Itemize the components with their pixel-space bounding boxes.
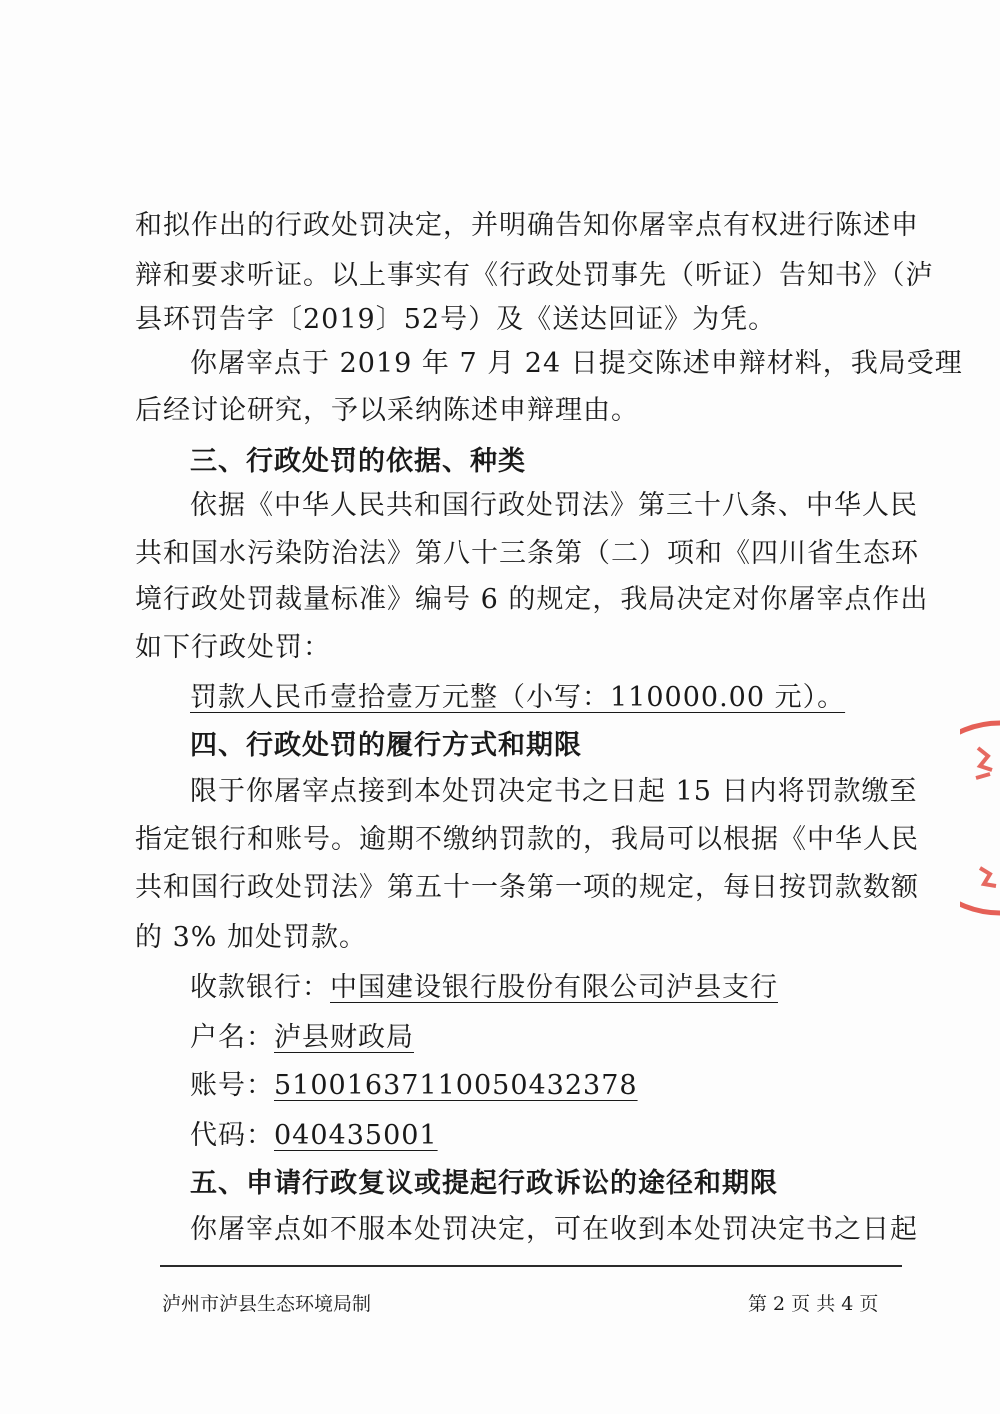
paragraph-line: 限于你屠宰点接到本处罚决定书之日起 15 日内将罚款缴至 [190,776,918,807]
paragraph-line: 后经讨论研究，予以采纳陈述申辩理由。 [135,395,639,426]
section-heading: 五、申请行政复议或提起行政诉讼的途径和期限 [190,1168,778,1199]
code-row [190,1118,438,1154]
section-heading: 三、行政处罚的依据、种类 [190,446,526,477]
code-value: 040435001 [274,1120,438,1151]
paragraph-line: 指定银行和账号。逾期不缴纳罚款的，我局可以根据《中华人民 [135,824,919,855]
paragraph-line: 县环罚告字〔2019〕52号）及《送达回证》为凭。 [135,304,777,335]
account-name-row [190,1020,414,1056]
footer-page-number: 第 2 页 共 4 页 [748,1293,879,1315]
footer-issuer: 泸州市泸县生态环境局制 [162,1293,372,1315]
paragraph-line: 辩和要求听证。以上事实有《行政处罚事先（听证）告知书》（泸 [135,260,934,291]
bank-label: 收款银行： [190,972,330,1003]
paragraph-line: 的 3% 加处罚款。 [135,922,367,953]
paragraph-line: 依据《中华人民共和国行政处罚法》第三十八条、中华人民 [190,490,918,521]
paragraph-line: 如下行政处罚： [135,632,331,663]
account-name-value: 泸县财政局 [274,1022,414,1053]
section-heading: 四、行政处罚的履行方式和期限 [190,730,582,761]
footer-divider [160,1265,902,1267]
paragraph-line: 你屠宰点于 2019 年 7 月 24 日提交陈述申辩材料，我局受理 [190,348,963,379]
bank-value: 中国建设银行股份有限公司泸县支行 [330,972,778,1003]
paragraph-line: 共和国行政处罚法》第五十一条第一项的规定，每日按罚款数额 [135,872,919,903]
paragraph-line: 和拟作出的行政处罚决定，并明确告知你屠宰点有权进行陈述申 [135,210,919,241]
account-number-value: 51001637110050432378 [274,1070,638,1101]
fine-amount-line: 罚款人民币壹拾壹万元整（小写：110000.00 元）。 [190,682,846,713]
account-number-label: 账号： [190,1070,274,1101]
code-label: 代码： [190,1120,274,1151]
account-number-row [190,1068,638,1104]
paragraph-line: 共和国水污染防治法》第八十三条第（二）项和《四川省生态环 [135,538,919,569]
official-seal-icon [960,718,1000,918]
account-name-label: 户名： [190,1022,274,1053]
paragraph-line: 境行政处罚裁量标准》编号 6 的规定，我局决定对你屠宰点作出 [135,584,929,615]
paragraph-line: 你屠宰点如不服本处罚决定，可在收到本处罚决定书之日起 [190,1214,918,1245]
bank-row [190,970,778,1006]
